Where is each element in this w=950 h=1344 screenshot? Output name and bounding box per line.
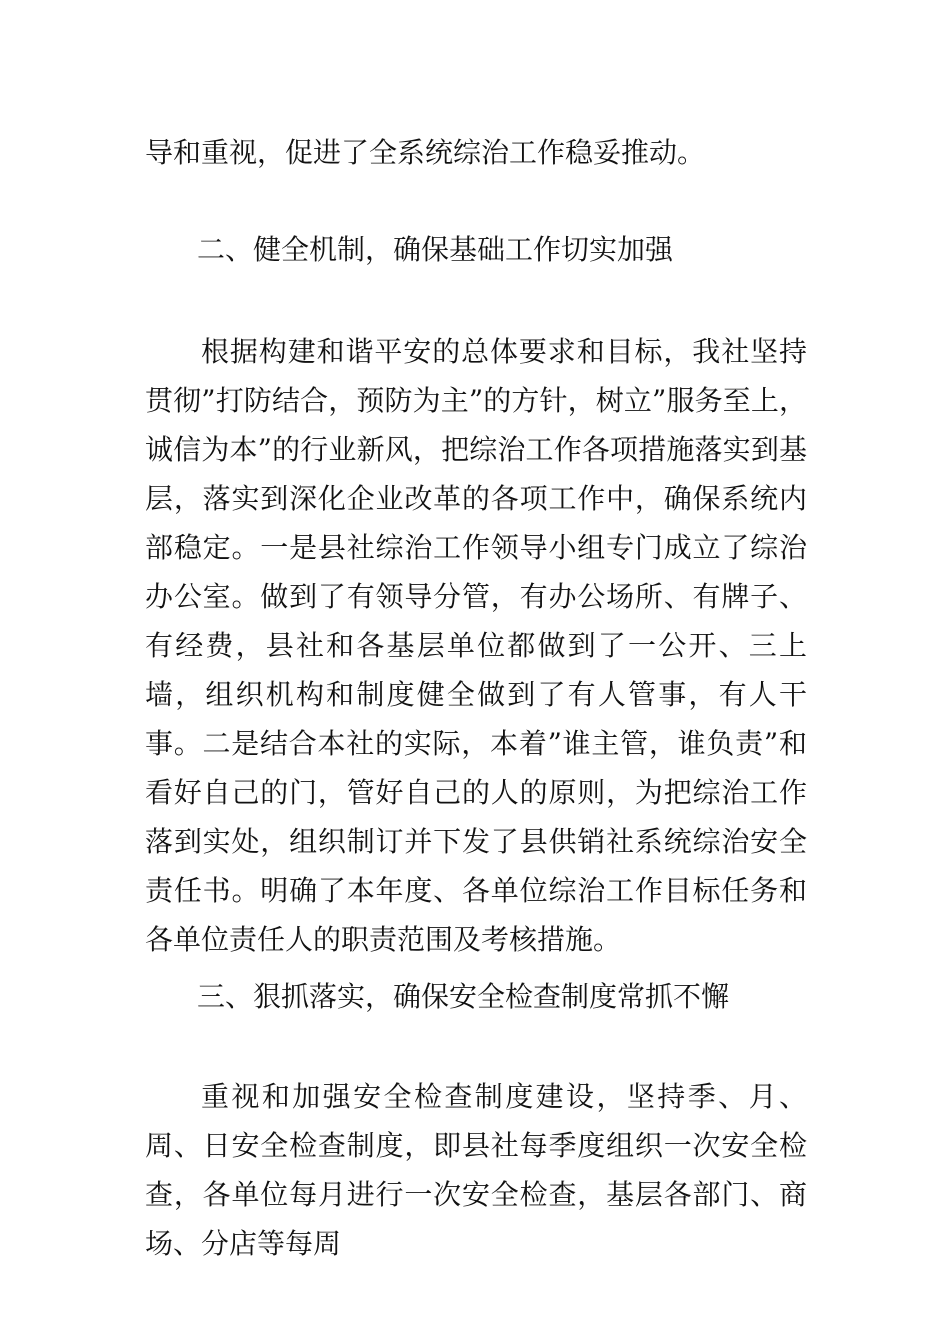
continued-paragraph: 导和重视，促进了全系统综治工作稳妥推动。 bbox=[145, 136, 706, 169]
section-two-body: 根据构建和谐平安的总体要求和目标，我社坚持贯彻”打防结合，预防为主”的方针，树立”服务至上，诚信为本”的行业新风，把综治工作各项措施落实到基层，落实到深化企业改革的各项工作中，确保系统内部稳定。一是县社综治工作领导小组专门成立了综治办公室。做到了有领导分管，有办公场所、有牌子、有经费，县社和各基层单位都做到了一公开、三上墙，组织机构和制度健全做到了有人管事，有人干事。二是结合本社的实际，本着”谁主管，谁负责”和看好自己的门，管好自己的人的原则，为把综治工作落到实处，组织制订并下发了县供销社系统综治安全责任书。明确了本年度、各单位综治工作目标任务和各单位责任人的职责范围及考核措施。 bbox=[145, 335, 807, 956]
section-two-heading: 二、健全机制，确保基础工作切实加强 bbox=[197, 233, 674, 266]
section-three-heading: 三、狠抓落实，确保安全检查制度常抓不懈 bbox=[197, 980, 730, 1013]
section-three-body: 重视和加强安全检查制度建设，坚持季、月、周、日安全检查制度，即县社每季度组织一次安全检查，各单位每月进行一次安全检查，基层各部门、商场、分店等每周 bbox=[145, 1080, 807, 1260]
